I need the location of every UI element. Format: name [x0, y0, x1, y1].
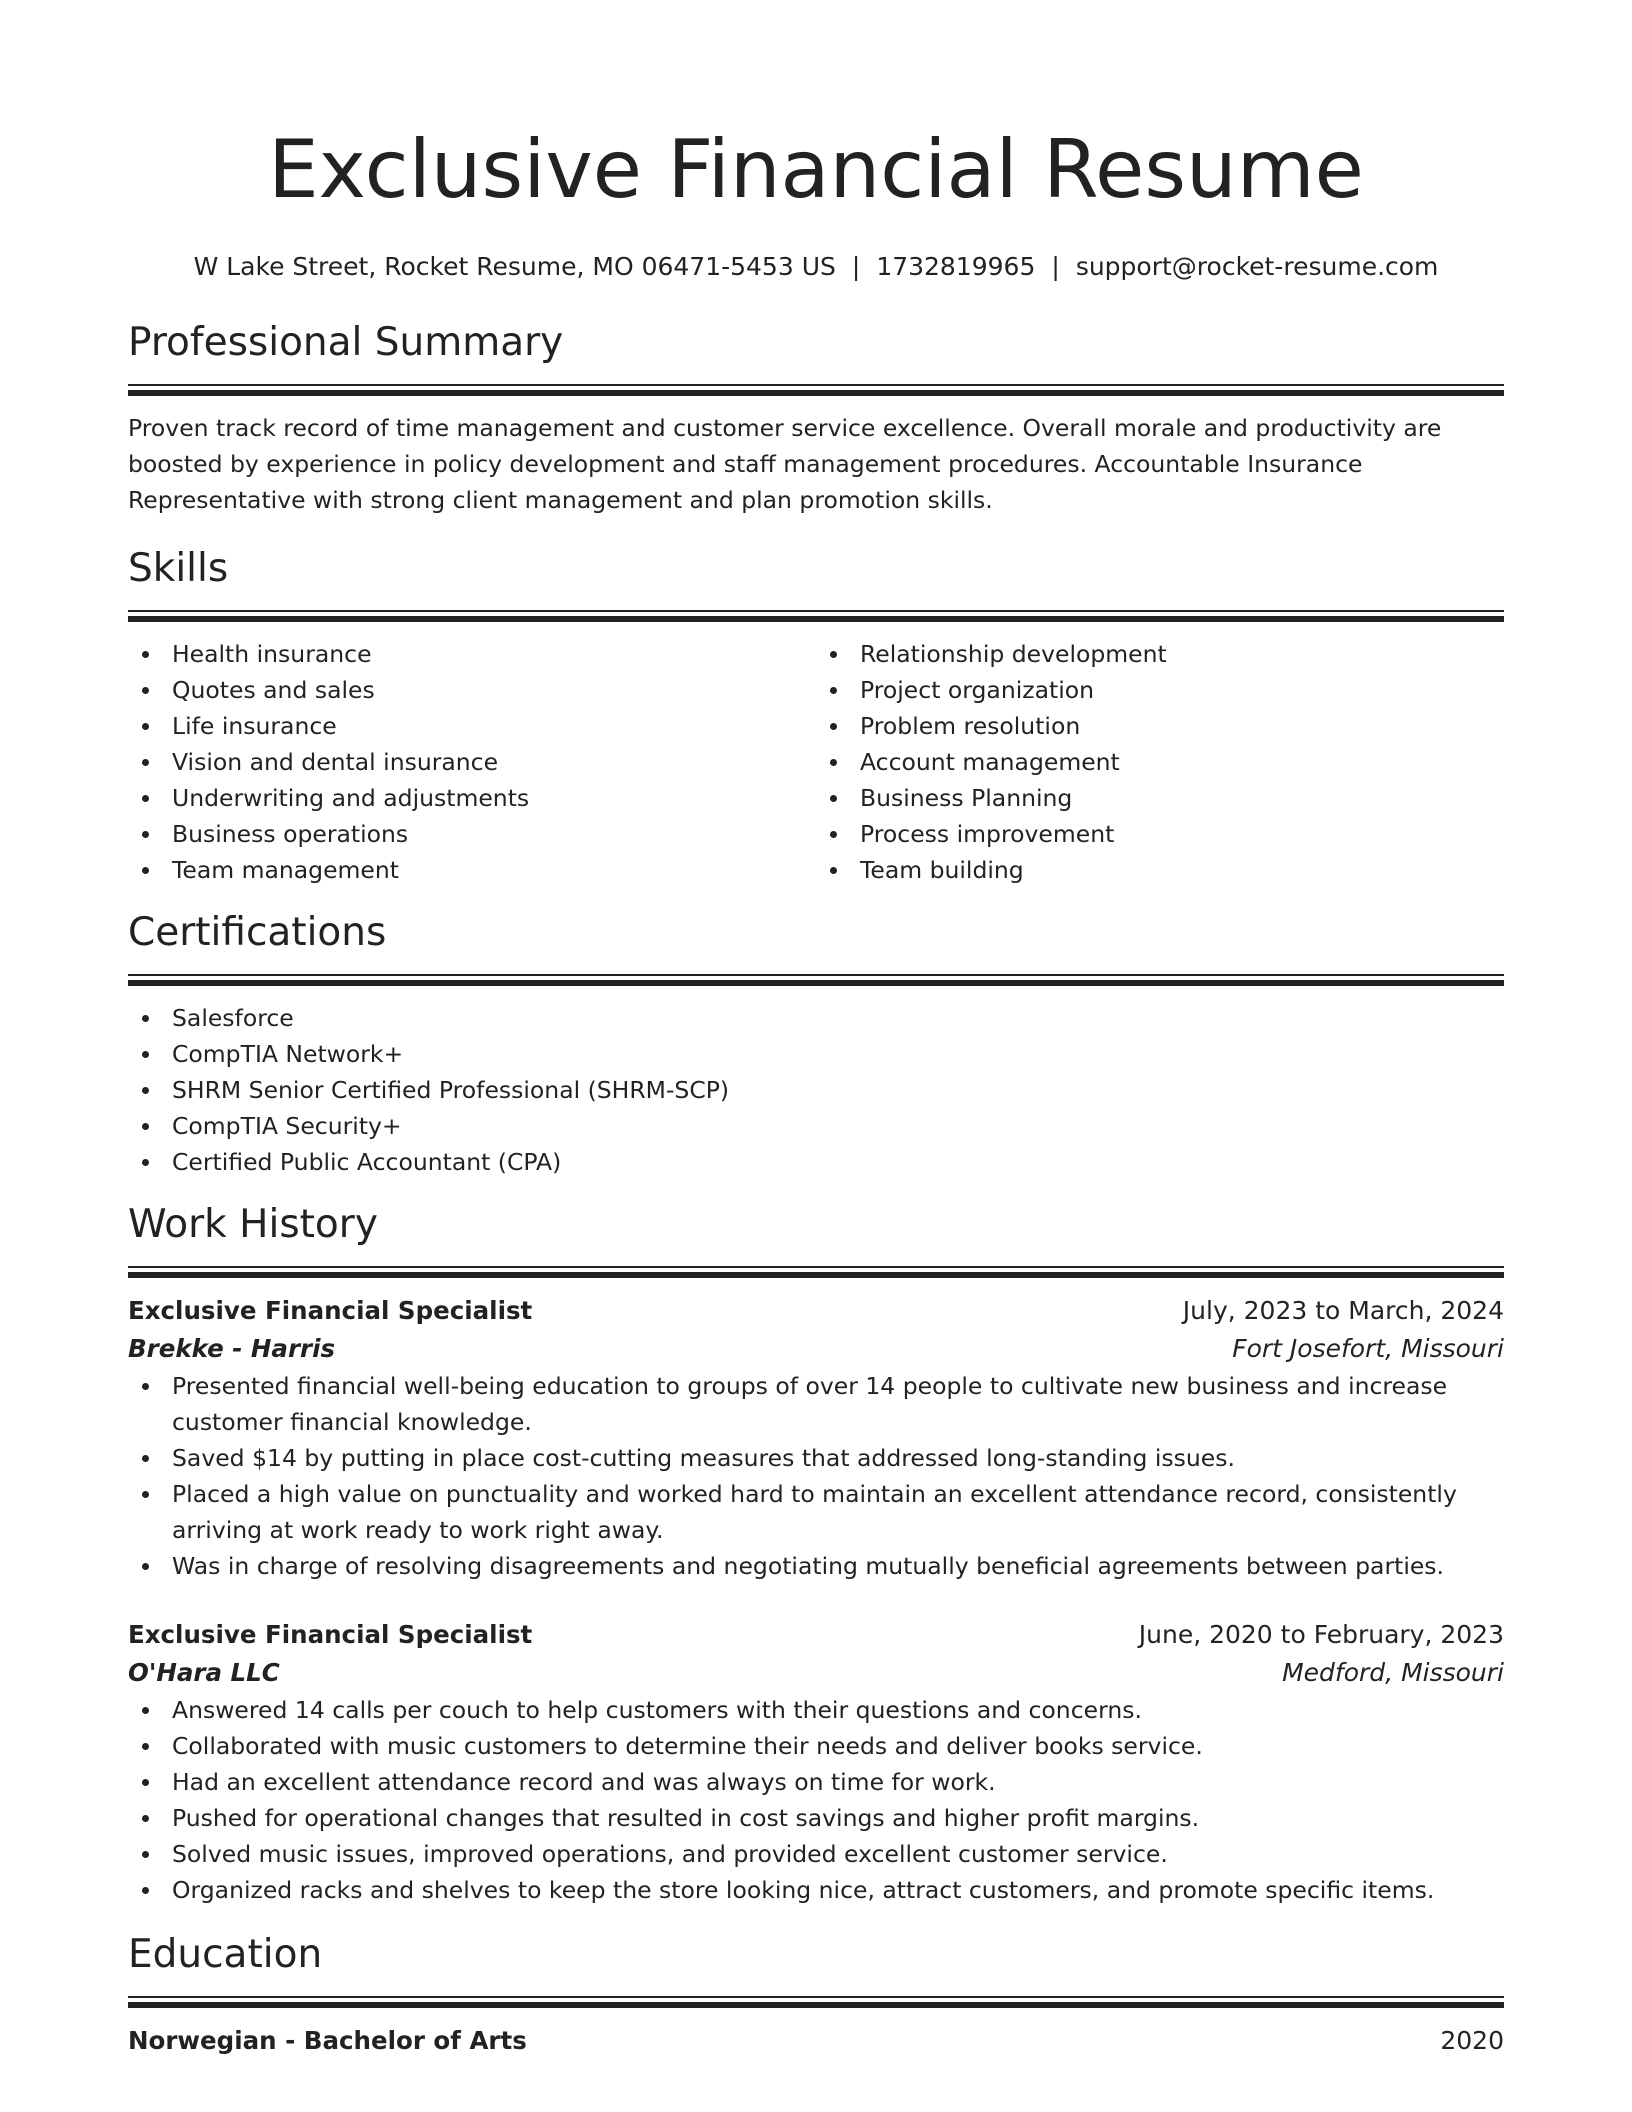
section-divider [128, 1996, 1504, 2008]
resume-title: Exclusive Financial Resume [268, 123, 1364, 216]
certification-item: SHRM Senior Certified Professional (SHRM-SCP) [128, 1072, 1504, 1108]
certifications-section [128, 908, 1504, 1180]
summary-section [128, 318, 1504, 518]
section-divider [128, 1266, 1504, 1278]
education-section [128, 1930, 1504, 2060]
section-divider [128, 384, 1504, 396]
job-bullet: Presented financial well-being education to groups of over 14 people to cultivate new business and increase customer financial knowledge. [128, 1368, 1504, 1440]
job-bullet: Saved $14 by putting in place cost-cutting measures that addressed long-standing issues. [128, 1440, 1504, 1476]
certifications-list [128, 1000, 1504, 1180]
skills-grid [128, 636, 1504, 888]
education-heading: Education [128, 1932, 323, 1977]
work-history-section [128, 1200, 1504, 1908]
job-bullets [128, 1368, 1504, 1584]
skills-heading: Skills [128, 546, 229, 591]
job-header [128, 1616, 1504, 1654]
contact-email: support@rocket-resume.com [1075, 252, 1439, 281]
job-bullet: Pushed for operational changes that resulted in cost savings and higher profit margins. [128, 1800, 1504, 1836]
skills-list-right [816, 636, 1504, 888]
skill-item: Quotes and sales [128, 672, 816, 708]
skill-item: Vision and dental insurance [128, 744, 816, 780]
job-bullet: Placed a high value on punctuality and worked hard to maintain an excellent attendance record, consistently arriving at work ready to work right away. [128, 1476, 1504, 1548]
summary-heading: Professional Summary [128, 320, 564, 365]
contact-separator: | [851, 252, 861, 281]
skill-item: Business Planning [816, 780, 1504, 816]
job-bullets [128, 1692, 1504, 1908]
job-location: Fort Josefort, Missouri [1232, 1334, 1504, 1363]
job-location: Medford, Missouri [1282, 1658, 1504, 1687]
section-divider [128, 974, 1504, 986]
skill-item: Business operations [128, 816, 816, 852]
skill-item: Team management [128, 852, 816, 888]
skill-item: Life insurance [128, 708, 816, 744]
skill-item: Team building [816, 852, 1504, 888]
job-header [128, 1292, 1504, 1330]
education-degree: Norwegian - Bachelor of Arts [128, 2026, 527, 2055]
certification-item: CompTIA Security+ [128, 1108, 1504, 1144]
skill-item: Process improvement [816, 816, 1504, 852]
job-title: Exclusive Financial Specialist [128, 1620, 533, 1649]
section-divider [128, 610, 1504, 622]
skills-list-left [128, 636, 816, 888]
job-dates: June, 2020 to February, 2023 [1138, 1620, 1504, 1649]
job-subheader [128, 1654, 1504, 1692]
job-subheader [128, 1330, 1504, 1368]
job-bullet: Had an excellent attendance record and was always on time for work. [128, 1764, 1504, 1800]
job-dates: July, 2023 to March, 2024 [1182, 1296, 1504, 1325]
summary-text: Proven track record of time management and customer service excellence. Overall morale and productivity are boosted by experience in policy development and staff management procedures. Accountable Insurance Representative with strong client management and plan promotion skills. [128, 414, 1442, 514]
skill-item: Project organization [816, 672, 1504, 708]
job-bullet: Solved music issues, improved operations, and provided excellent customer service. [128, 1836, 1504, 1872]
certifications-heading: Certifications [128, 910, 387, 955]
skill-item: Problem resolution [816, 708, 1504, 744]
job-company: O'Hara LLC [128, 1658, 280, 1687]
skills-section [128, 544, 1504, 888]
contact-line [128, 250, 1504, 284]
job-bullet: Collaborated with music customers to determine their needs and deliver books service. [128, 1728, 1504, 1764]
job-bullet: Was in charge of resolving disagreements and negotiating mutually beneficial agreements between parties. [128, 1548, 1504, 1584]
certification-item: Certified Public Accountant (CPA) [128, 1144, 1504, 1180]
work-history-heading: Work History [128, 1202, 378, 1247]
contact-separator: | [1051, 252, 1060, 281]
education-entry [128, 2022, 1504, 2060]
job-company: Brekke - Harris [128, 1334, 336, 1363]
education-year: 2020 [1440, 2026, 1504, 2055]
job-entry [128, 1292, 1504, 1584]
skill-item: Health insurance [128, 636, 816, 672]
certification-item: Salesforce [128, 1000, 1504, 1036]
skill-item: Underwriting and adjustments [128, 780, 816, 816]
contact-phone: 1732819965 [876, 252, 1036, 281]
skill-item: Relationship development [816, 636, 1504, 672]
job-bullet: Organized racks and shelves to keep the store looking nice, attract customers, and promote specific items. [128, 1872, 1504, 1908]
contact-address: W Lake Street, Rocket Resume, MO 06471-5453 US [193, 252, 836, 281]
job-title: Exclusive Financial Specialist [128, 1296, 533, 1325]
job-entry [128, 1616, 1504, 1908]
job-bullet: Answered 14 calls per couch to help customers with their questions and concerns. [128, 1692, 1504, 1728]
skill-item: Account management [816, 744, 1504, 780]
certification-item: CompTIA Network+ [128, 1036, 1504, 1072]
